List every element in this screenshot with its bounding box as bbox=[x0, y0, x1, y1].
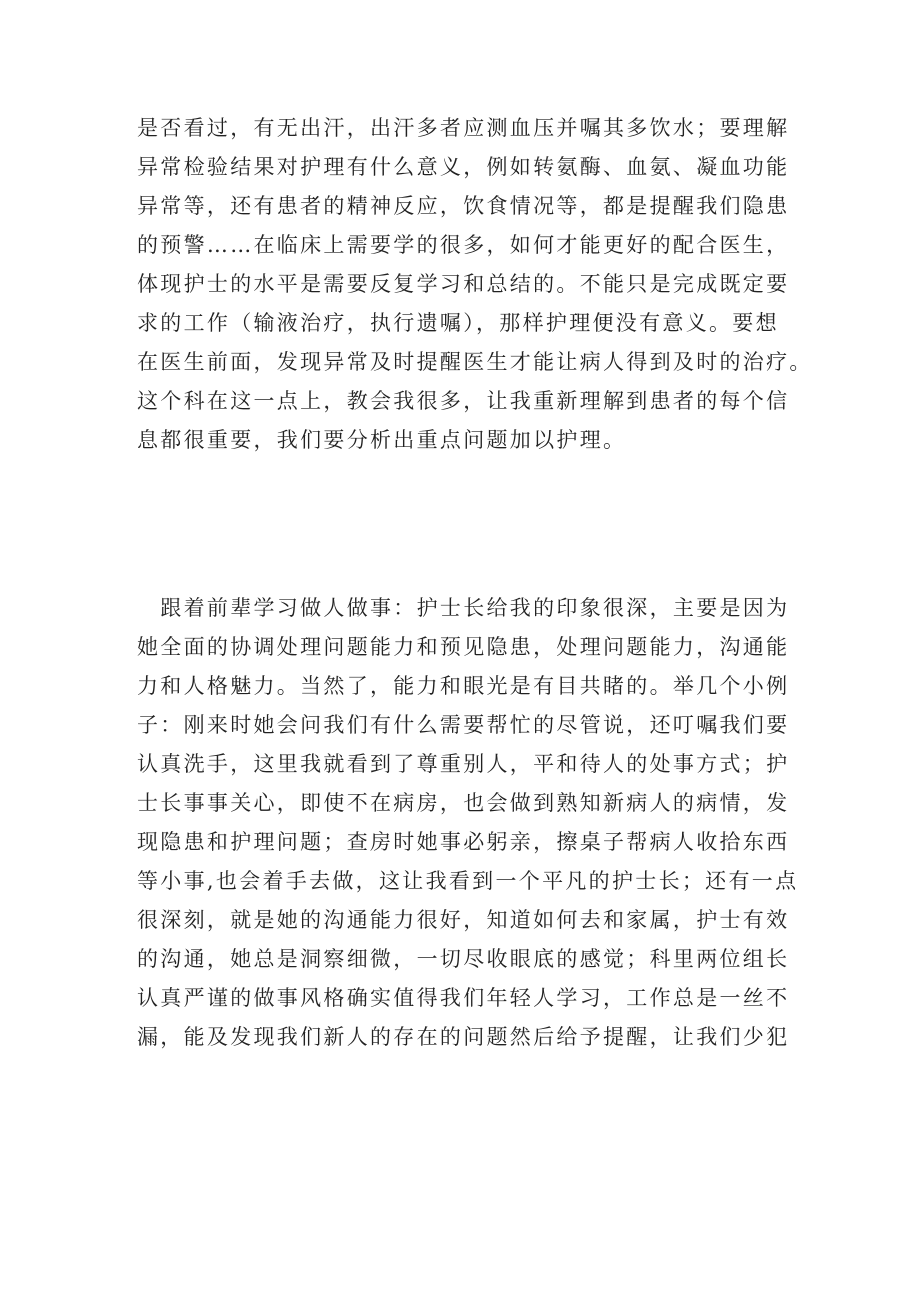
text-line: 异常等，还有患者的精神反应，饮食情况等，都是提醒我们隐患 bbox=[137, 194, 790, 218]
text-line: 子：刚来时她会问我们有什么需要帮忙的尽管说，还叮嘱我们要 bbox=[137, 713, 790, 737]
text-line: 等小事,也会着手去做，这让我看到一个平凡的护士长；还有一点 bbox=[137, 869, 799, 893]
text-line: 求的工作（输液治疗，执行遗嘱），那样护理便没有意义。要想 bbox=[137, 311, 779, 335]
text-line: 现隐患和护理问题；查房时她事必躬亲，擦桌子帮病人收拾东西 bbox=[137, 830, 790, 854]
text-line: 体现护士的水平是需要反复学习和总结的。不能只是完成既定要 bbox=[137, 272, 790, 296]
text-line: 她全面的协调处理问题能力和预见隐患，处理问题能力，沟通能 bbox=[137, 635, 790, 659]
text-line: 是否看过，有无出汗，出汗多者应测血压并嘱其多饮水；要理解 bbox=[137, 116, 790, 140]
text-line: 认真严谨的做事风格确实值得我们年轻人学习，工作总是一丝不 bbox=[137, 986, 790, 1010]
text-line: 很深刻，就是她的沟通能力很好，知道如何去和家属，护士有效 bbox=[137, 908, 790, 932]
text-line: 士长事事关心，即使不在病房，也会做到熟知新病人的病情，发 bbox=[137, 791, 790, 815]
text-line: 息都很重要，我们要分析出重点问题加以护理。 bbox=[137, 428, 627, 452]
text-line: 异常检验结果对护理有什么意义，例如转氨酶、血氨、凝血功能 bbox=[137, 155, 790, 179]
text-line: 力和人格魅力。当然了，能力和眼光是有目共睹的。举几个小例 bbox=[137, 674, 790, 698]
text-line: 在医生前面，发现异常及时提醒医生才能让病人得到及时的治疗。 bbox=[137, 350, 813, 374]
text-line: 认真洗手，这里我就看到了尊重别人，平和待人的处事方式；护 bbox=[137, 752, 790, 776]
text-line: 漏，能及发现我们新人的存在的问题然后给予提醒，让我们少犯 bbox=[137, 1025, 790, 1049]
text-line: 跟着前辈学习做人做事：护士长给我的印象很深，主要是因为 bbox=[137, 596, 790, 620]
text-line: 的预警……在临床上需要学的很多，如何才能更好的配合医生， bbox=[137, 233, 790, 257]
text-line: 的沟通，她总是洞察细微，一切尽收眼底的感觉；科里两位组长 bbox=[137, 947, 790, 971]
text-line: 这个科在这一点上，教会我很多，让我重新理解到患者的每个信 bbox=[137, 389, 790, 413]
